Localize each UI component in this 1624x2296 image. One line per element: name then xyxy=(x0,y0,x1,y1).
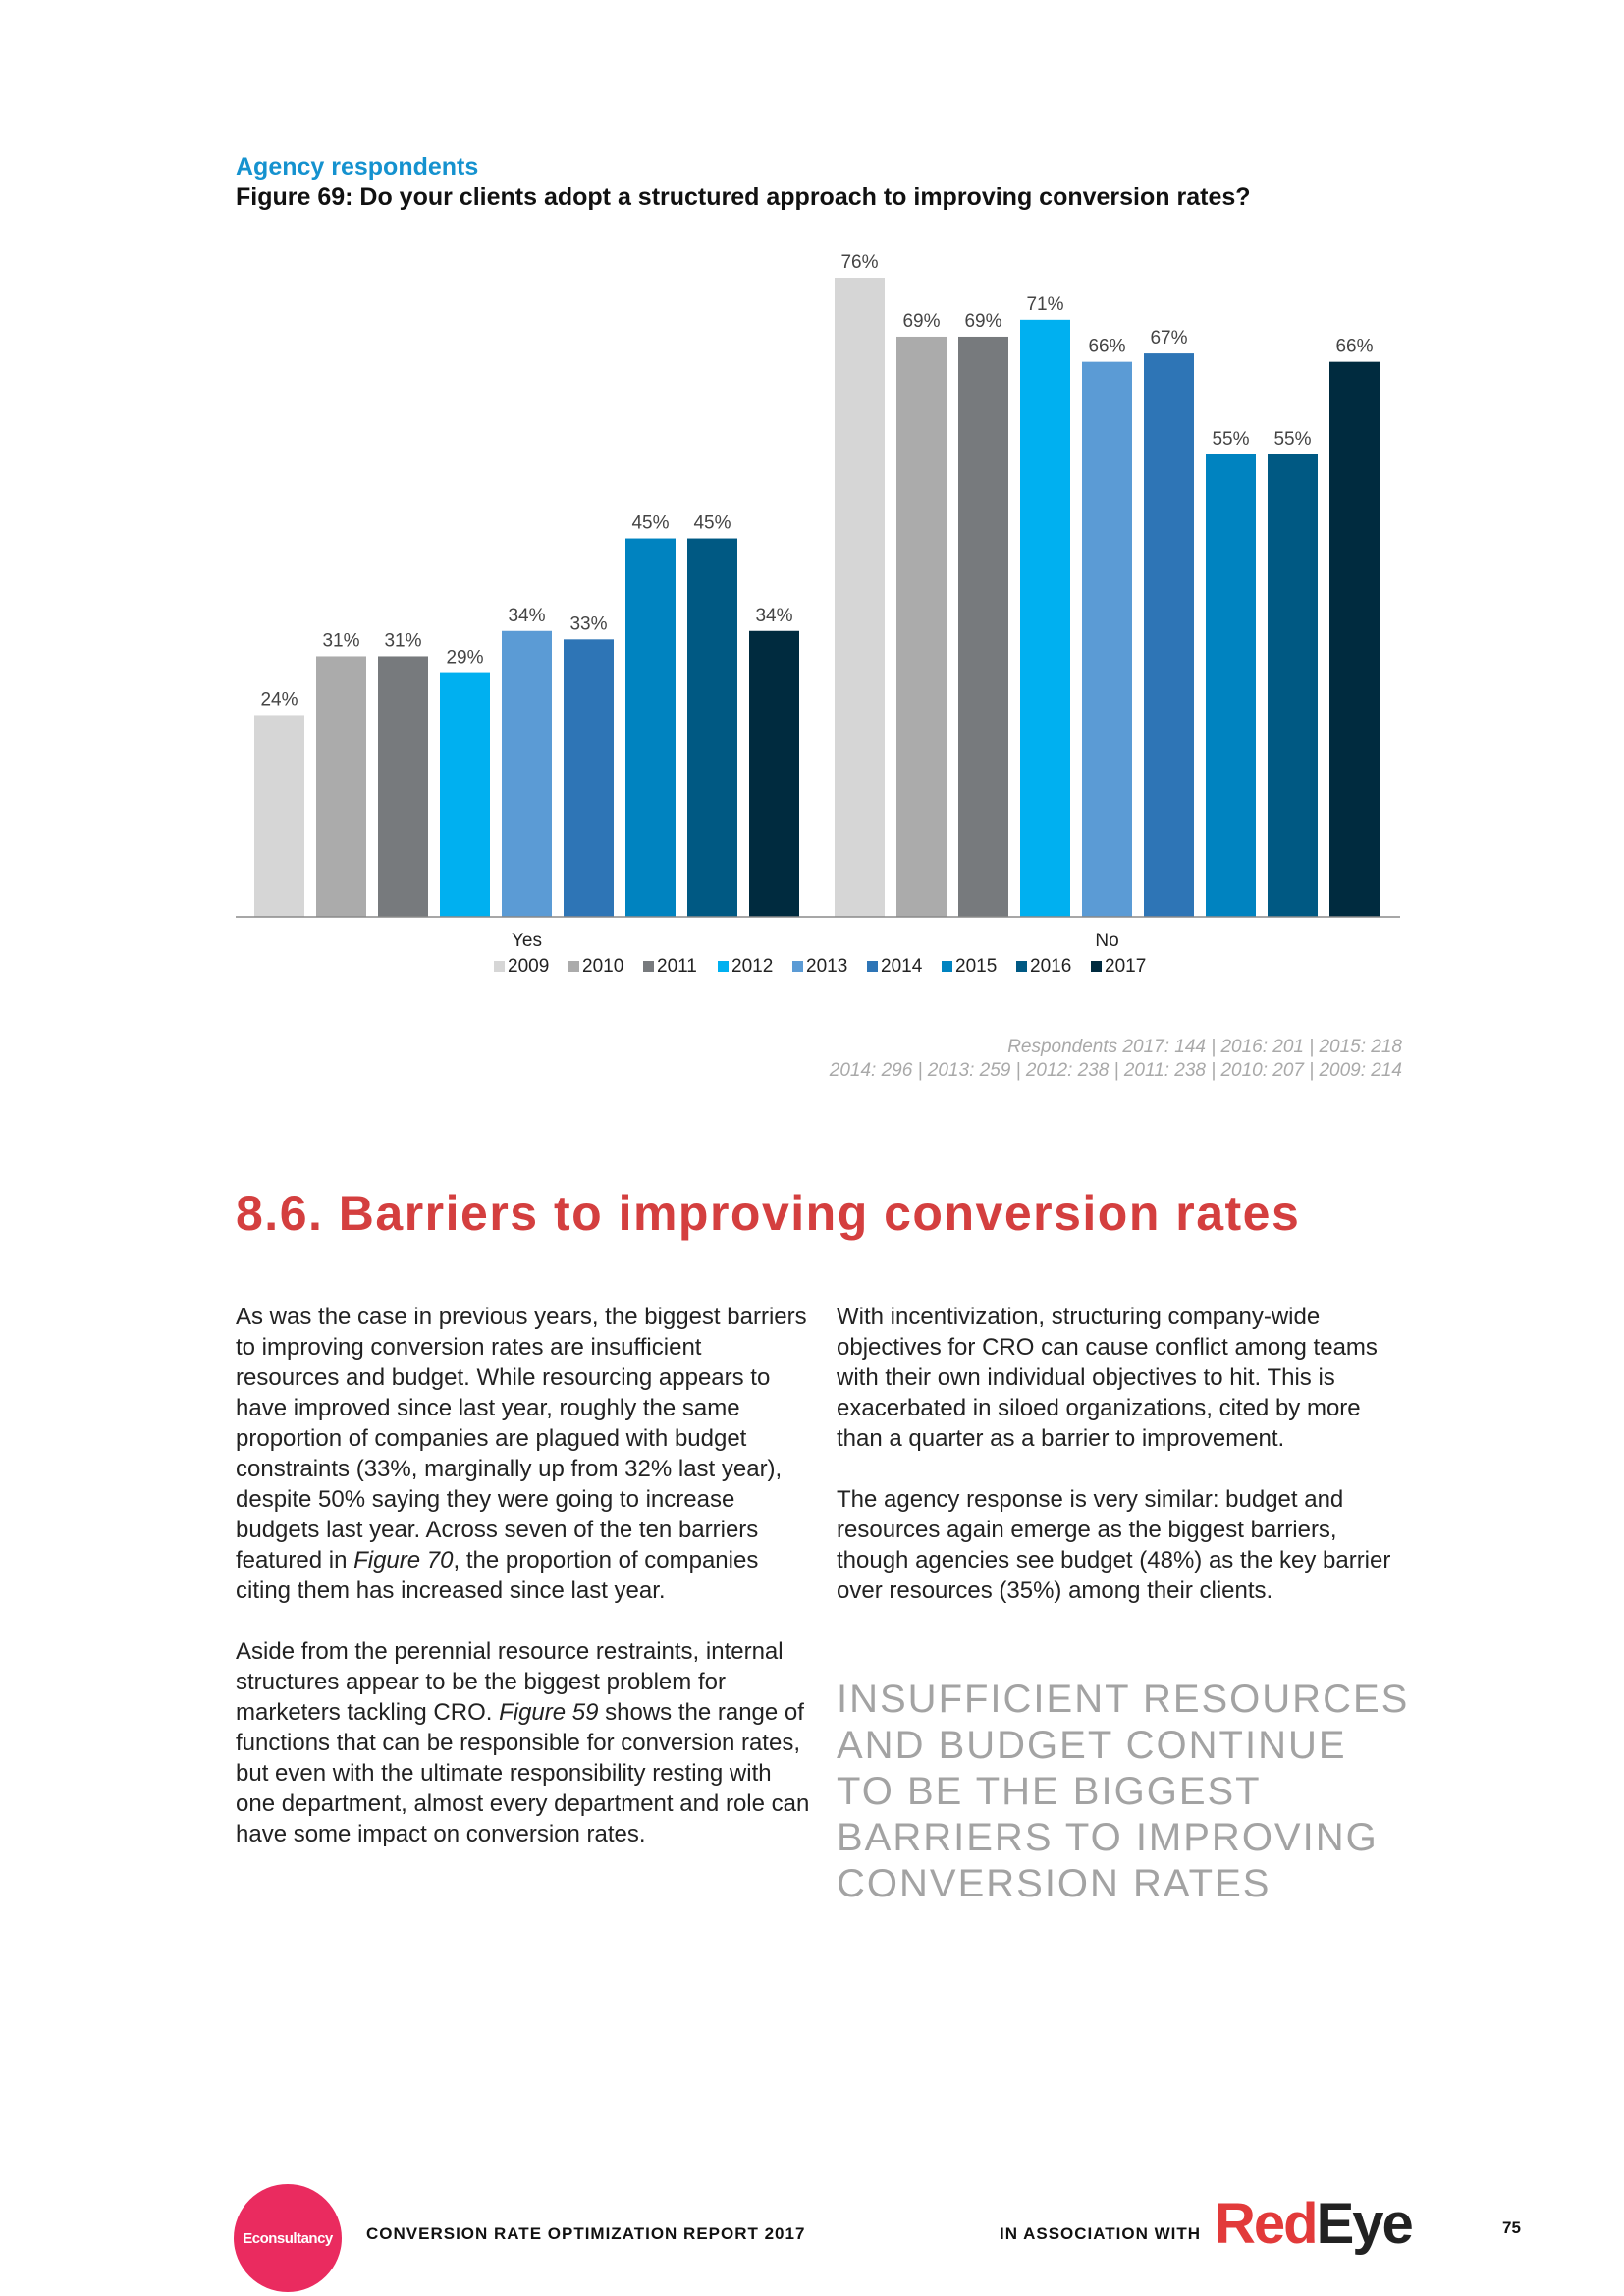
data-label: 34% xyxy=(755,605,793,626)
legend-swatch xyxy=(568,961,579,972)
data-label: 69% xyxy=(902,310,941,332)
legend-swatch xyxy=(867,961,878,972)
respondents-line-2: 2014: 296 | 2013: 259 | 2012: 238 | 2011: 238 | 2010: 207 | 2009: 214 xyxy=(829,1060,1402,1081)
brand-red: Red xyxy=(1215,2192,1317,2256)
legend-swatch xyxy=(792,961,803,972)
body-column-right xyxy=(837,1302,1406,1636)
bar xyxy=(1144,353,1194,917)
body-paragraph: As was the case in previous years, the biggest barriers to improving conversion rates are insufficient resources and budget. While resourcing appears to have improved since last year, roughly the same proportion of companies are plagued with budget constraints (33%, marginally up from 32% last year), despite 50% saying they were going to increase budgets last year. Across seven of the ten barriers featured in Figure 70, the proportion of companies citing them has increased since last year. xyxy=(236,1304,807,1604)
page-number: 75 xyxy=(1502,2218,1521,2237)
data-label: 29% xyxy=(446,647,484,668)
legend-swatch xyxy=(643,961,654,972)
section-title: 8.6. Barriers to improving conversion rates xyxy=(236,1186,1301,1241)
econsultancy-logo xyxy=(234,2184,342,2292)
legend-label: 2009 xyxy=(508,956,550,977)
data-label: 69% xyxy=(964,310,1002,332)
bar xyxy=(564,639,614,917)
legend-label: 2017 xyxy=(1105,956,1147,977)
legend-label: 2010 xyxy=(582,956,624,977)
bar xyxy=(1329,362,1380,917)
bar xyxy=(1082,362,1132,917)
bar xyxy=(625,539,676,917)
bar xyxy=(1020,320,1070,917)
bar xyxy=(958,337,1008,917)
data-label: 76% xyxy=(840,252,879,273)
legend-label: 2015 xyxy=(955,956,998,977)
bar xyxy=(254,715,304,917)
data-label: 66% xyxy=(1335,336,1374,357)
footer-report-title: CONVERSION RATE OPTIMIZATION REPORT 2017 xyxy=(366,2224,806,2243)
figure-reference: Figure 70 xyxy=(353,1547,454,1574)
data-label: 67% xyxy=(1150,328,1188,349)
brand-dark: Eye xyxy=(1316,2192,1412,2256)
data-label: 24% xyxy=(260,689,298,711)
bar xyxy=(1268,454,1318,917)
body-paragraph: With incentivization, structuring company-wide objectives for CRO can cause conflict among teams with their own individual objectives to hit. This is exacerbated in siloed organizations, cited by more than a quarter as a barrier to improvement. xyxy=(837,1304,1378,1452)
legend-swatch xyxy=(1091,961,1102,972)
data-label: 34% xyxy=(508,605,546,626)
legend-label: 2014 xyxy=(881,956,923,977)
category-label: No xyxy=(1095,931,1119,951)
legend-swatch xyxy=(1016,961,1027,972)
legend-swatch xyxy=(942,961,952,972)
redeye-logo xyxy=(1215,2191,1412,2257)
body-paragraph: The agency response is very similar: budget and resources again emerge as the biggest barriers, though agencies see budget (48%) as the key barrier over resources (35%) among their clients. xyxy=(837,1486,1391,1604)
body-paragraph: Aside from the perennial resource restraints, internal structures appear to be the biggest problem for marketers tackling CRO. Figure 59 shows the range of functions that can be responsible for conversion rates, but even with the ultimate responsibility resting with one department, almost every department and role can have some impact on conversion rates. xyxy=(236,1638,810,1847)
bar xyxy=(502,631,552,917)
respondents-line-1: Respondents 2017: 144 | 2016: 201 | 2015: 218 xyxy=(1007,1037,1402,1057)
legend-label: 2012 xyxy=(731,956,774,977)
body-column-left xyxy=(236,1302,810,1880)
agency-respondents-label: Agency respondents xyxy=(236,153,479,181)
figure-title: Figure 69: Do your clients adopt a structured approach to improving conversion rates? xyxy=(236,184,1251,211)
legend-label: 2016 xyxy=(1030,956,1072,977)
bar xyxy=(440,673,490,917)
pull-quote: INSUFFICIENT RESOURCES AND BUDGET CONTINUE TO BE THE BIGGEST BARRIERS TO IMPROVING CONVERSION RATES xyxy=(837,1678,1410,1905)
logo-text: Econsultancy xyxy=(243,2229,333,2247)
data-label: 31% xyxy=(322,630,360,652)
footer-association: IN ASSOCIATION WITH xyxy=(1000,2224,1202,2243)
legend-swatch xyxy=(718,961,729,972)
data-label: 33% xyxy=(569,614,608,635)
category-label: Yes xyxy=(512,931,542,951)
data-label: 45% xyxy=(693,512,731,534)
bar xyxy=(1206,454,1256,917)
bar xyxy=(896,337,947,917)
bar xyxy=(378,656,428,917)
bar xyxy=(749,631,799,917)
data-label: 55% xyxy=(1273,428,1312,450)
bar xyxy=(835,278,885,917)
figure-reference: Figure 59 xyxy=(499,1699,599,1726)
respondents-note xyxy=(830,1036,1402,1083)
bar-chart xyxy=(0,236,1624,1011)
data-label: 55% xyxy=(1212,428,1250,450)
data-label: 31% xyxy=(384,630,422,652)
legend-swatch xyxy=(494,961,505,972)
data-label: 66% xyxy=(1088,336,1126,357)
bar xyxy=(687,539,737,917)
data-label: 71% xyxy=(1026,294,1064,315)
bar xyxy=(316,656,366,917)
legend-label: 2011 xyxy=(657,956,697,977)
data-label: 45% xyxy=(631,512,670,534)
legend-label: 2013 xyxy=(806,956,848,977)
